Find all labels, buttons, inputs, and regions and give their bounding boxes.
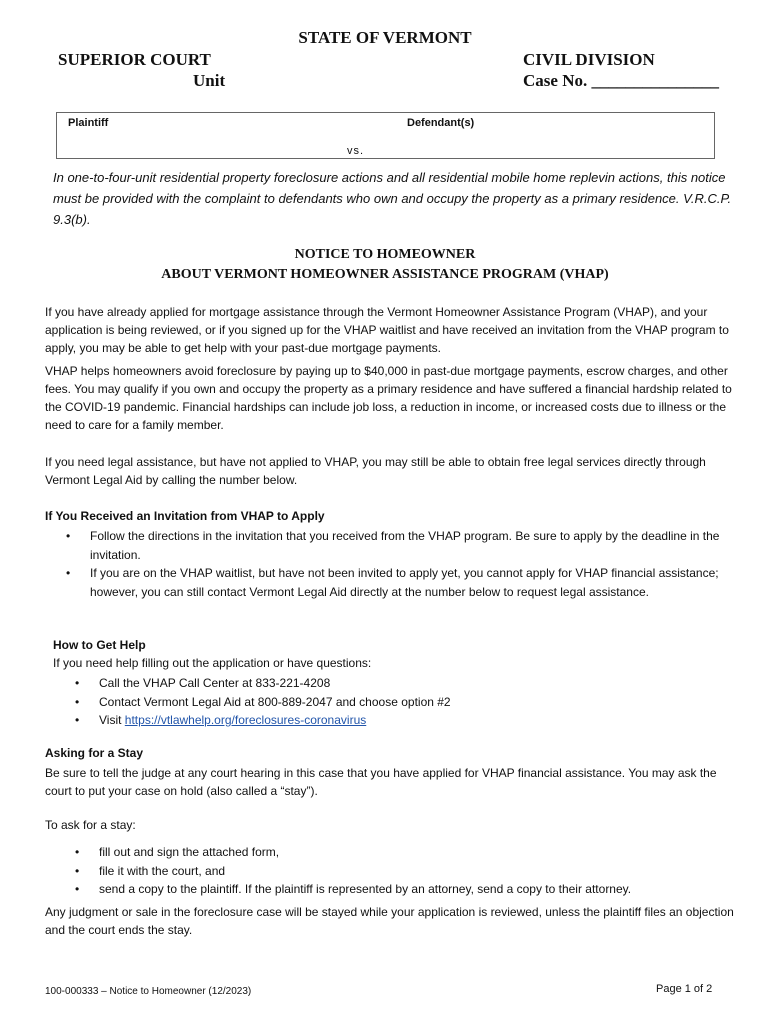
bullet-icon: • (75, 863, 80, 878)
stay-heading: Asking for a Stay (45, 746, 144, 760)
list-item: • Call the VHAP Call Center at 833-221-4208 (75, 674, 715, 693)
invitation-heading: If You Received an Invitation from VHAP to Apply (45, 509, 325, 523)
rule-notice: In one-to-four-unit residential property foreclosure actions and all residential mobile home replevin actions, this notice must be provided with the complaint to defendants who own and occupy the property as a primary residence. V.R.C.P. 9.3(b). (53, 170, 732, 227)
division-label: CIVIL DIVISION (523, 50, 655, 69)
stay-closing-paragraph: Any judgment or sale in the foreclosure case will be stayed while your application is reviewed, unless the plaintiff files an objection and the court ends the stay. (45, 905, 734, 937)
case-caption-box (56, 112, 715, 159)
plaintiff-label: Plaintiff (68, 117, 109, 129)
help-heading: How to Get Help (53, 638, 146, 652)
unit-label: Unit (193, 71, 226, 90)
bullet-icon: • (75, 694, 80, 709)
bullet-icon: • (75, 676, 80, 690)
bullet-icon: • (75, 713, 80, 727)
vtlawhelp-link[interactable]: https://vtlawhelp.org/foreclosures-coronavirus (124, 713, 367, 727)
list-item: • file it with the court, and (75, 862, 725, 881)
help-list (75, 674, 715, 730)
bullet-icon: • (66, 529, 71, 543)
notice-title (0, 245, 770, 285)
list-item: • send a copy to the plaintiff. If the plaintiff is represented by an attorney, send a copy to their attorney. (75, 880, 725, 899)
stay-steps-list (75, 843, 725, 899)
form-identifier: 100-000333 – Notice to Homeowner (12/2023) (45, 986, 252, 997)
bullet-icon: • (75, 882, 80, 896)
page-number: Page 1 of 2 (656, 983, 713, 995)
paragraph-vhap-helps: VHAP helps homeowners avoid foreclosure by paying up to $40,000 in past-due mortgage payments, escrow charges, and other fees. You may qualify if you own and occupy the property as a primary residence and have suffered a financial hardship related to the COVID-19 pandemic. Financial hardships can include job loss, a reduction in income, or increased costs due to illness or the need to care for a family member. (45, 364, 732, 432)
defendant-label: Defendant(s) (407, 117, 475, 129)
list-item: • Visit https://vtlawhelp.org/foreclosures-coronavirus (75, 711, 715, 730)
versus-label: vs. (347, 145, 365, 157)
paragraph-vhap-applied: If you have already applied for mortgage assistance through the Vermont Homeowner Assistance Program (VHAP), and your application is being reviewed, or if you signed up for the VHAP waitlist and have received an invitation from the VHAP program to apply, you may be able to get help with your past-due mortgage payments. (45, 305, 729, 355)
list-item: • Follow the directions in the invitation that you received from the VHAP program. Be sure to apply by the deadline in the invitation. (66, 529, 720, 562)
list-item: • fill out and sign the attached form, (75, 843, 725, 862)
bullet-icon: • (75, 845, 80, 859)
help-intro: If you need help filling out the application or have questions: (53, 656, 372, 670)
case-number: Case No. _______________ (523, 71, 719, 90)
state-heading: STATE OF VERMONT (298, 28, 472, 47)
list-item: • Contact Vermont Legal Aid at 800-889-2047 and choose option #2 (75, 693, 715, 712)
stay-paragraph: Be sure to tell the judge at any court hearing in this case that you have applied for VHAP financial assistance. You may ask the court to put your case on hold (also called a “stay”). (45, 766, 717, 798)
list-item: • If you are on the VHAP waitlist, but have not been invited to apply yet, you cannot apply for VHAP financial assistance; however, you can still contact Vermont Legal Aid directly at the number below to request legal assistance. (66, 566, 719, 599)
paragraph-legal-aid: If you need legal assistance, but have not applied to VHAP, you may still be able to obtain free legal services directly through Vermont Legal Aid by calling the number below. (45, 455, 706, 487)
notice-title-line2: ABOUT VERMONT HOMEOWNER ASSISTANCE PROGRAM (VHAP) (161, 267, 609, 282)
notice-title-line1: NOTICE TO HOMEOWNER (294, 247, 476, 262)
court-name: SUPERIOR COURT (58, 50, 211, 69)
bullet-icon: • (66, 566, 71, 580)
stay-instructions-intro: To ask for a stay: (45, 818, 136, 832)
invitation-list (66, 527, 731, 601)
